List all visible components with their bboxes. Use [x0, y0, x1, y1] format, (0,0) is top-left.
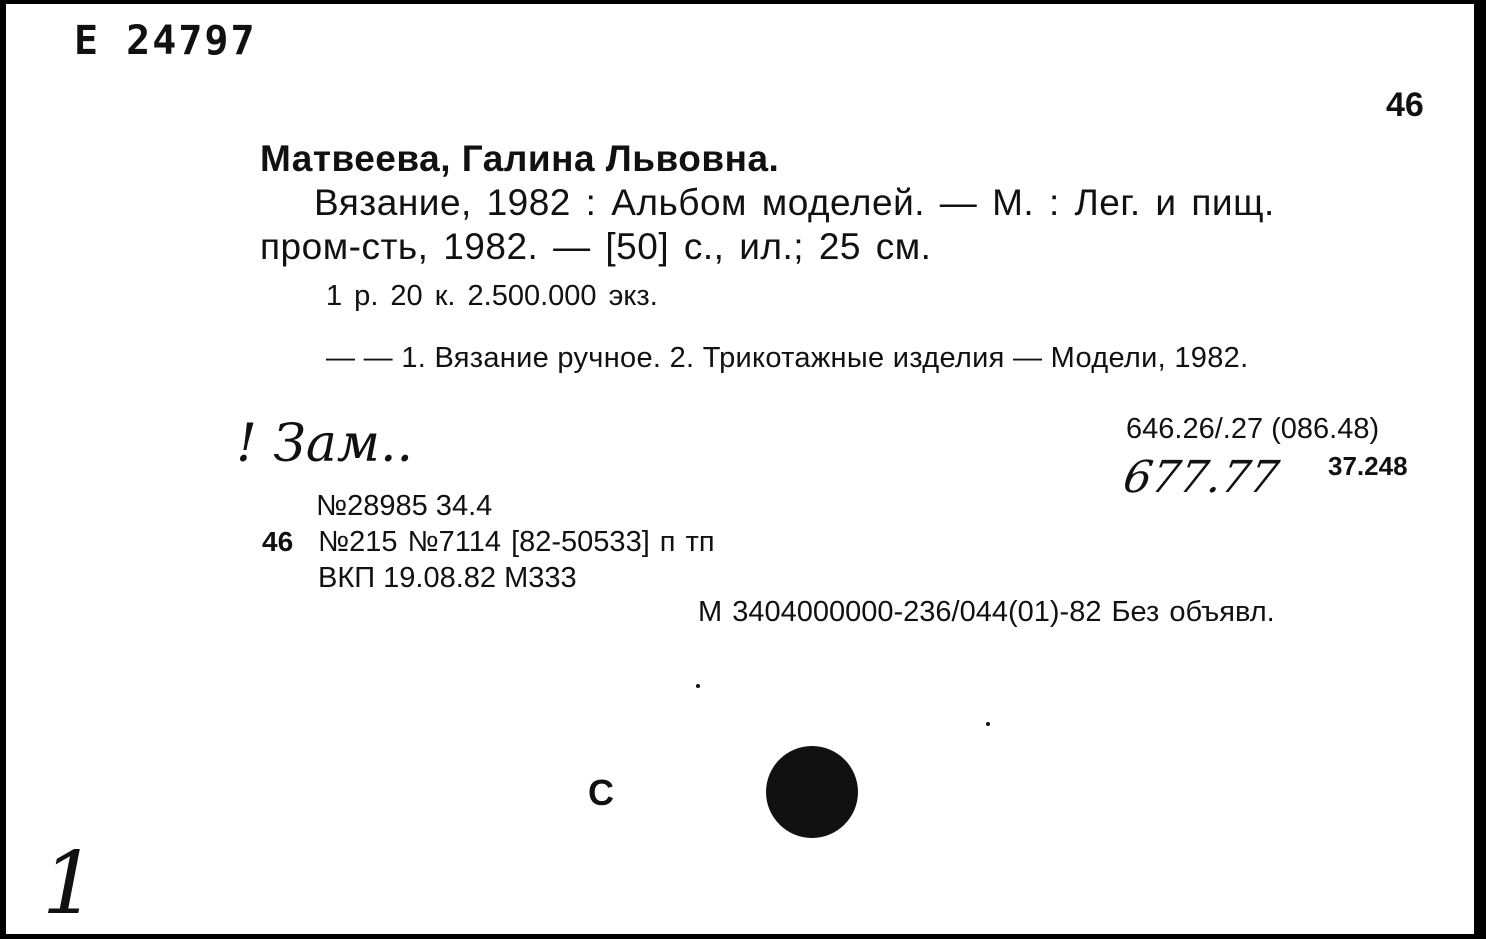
author-heading: Матвеева, Галина Львовна. [260, 138, 780, 179]
card-number: 46 [1386, 86, 1424, 124]
card-letter: С [588, 772, 614, 813]
punched-hole [766, 746, 858, 838]
handwritten-udc: 677.77 [1119, 452, 1283, 503]
handwritten-note: ! Зам.. [236, 414, 413, 474]
registry-numbers-3: ВКП 19.08.82 М333 [318, 562, 577, 594]
publication-code: М 3404000000-236/044(01)-82 Без объявл. [698, 596, 1275, 628]
inventory-stamp: Е 24797 [74, 18, 257, 64]
handwritten-count: 1 [42, 834, 97, 934]
title-line-2: пром-сть, 1982. — [50] с., ил.; 25 см. [260, 226, 932, 267]
title-line-1: Вязание, 1982 : Альбом моделей. — М. : Лег. и пищ. [314, 182, 1275, 223]
registry-numbers-1: №28985 34.4 [316, 490, 493, 522]
bbk-classification: 37.248 [1328, 451, 1408, 481]
registry-prefix: 46 [262, 526, 294, 557]
scan-edge [1474, 0, 1486, 939]
registry-numbers-2: №215 №7114 [82-50533] п тп [318, 526, 715, 558]
speck [696, 684, 700, 688]
catalog-card [6, 4, 1474, 934]
price-and-print-run: 1 р. 20 к. 2.500.000 экз. [326, 280, 658, 312]
subject-headings: — — 1. Вязание ручное. 2. Трикотажные изделия — Модели, 1982. [326, 342, 1249, 374]
udc-classification: 646.26/.27 (086.48) [1126, 413, 1380, 445]
speck [986, 722, 990, 726]
